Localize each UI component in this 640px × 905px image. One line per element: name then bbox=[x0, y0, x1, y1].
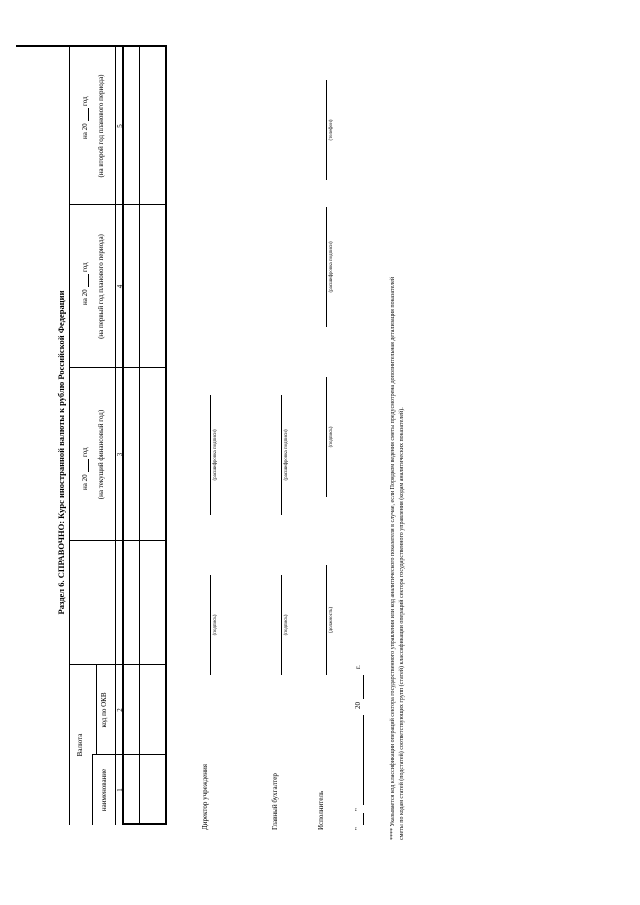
executor-decoding-caption: (расшифровка подписи) bbox=[329, 241, 334, 293]
header-inner-line-okv bbox=[96, 665, 97, 755]
accountant-decoding-caption: (расшифровка подписи) bbox=[284, 429, 289, 481]
col4-year-prefix: на 20 bbox=[81, 289, 89, 305]
header-inner-line-left bbox=[92, 755, 93, 825]
date-quote-open: " bbox=[354, 827, 362, 830]
col-number-2: 2 bbox=[116, 708, 124, 712]
date-year-blank[interactable] bbox=[363, 675, 364, 699]
executor-position-line[interactable] bbox=[326, 565, 327, 675]
date-quote-close: " bbox=[354, 808, 362, 811]
col-divider-6 bbox=[16, 45, 167, 47]
accountant-signature-caption: (подпись) bbox=[284, 614, 289, 636]
col4-note: (на первый год планового периода) bbox=[97, 234, 105, 339]
col3-year-prefix: на 20 bbox=[81, 474, 89, 490]
col-okv-header: код по ОКВ bbox=[100, 692, 108, 728]
executor-label: Исполнитель bbox=[317, 790, 325, 830]
col-number-4: 4 bbox=[116, 284, 124, 289]
col-name-header: наименование bbox=[100, 768, 108, 812]
date-month-blank[interactable] bbox=[363, 715, 364, 805]
table-top-line bbox=[69, 45, 70, 825]
col3-year-blank bbox=[88, 459, 89, 472]
date-year-prefix: 20 bbox=[354, 702, 362, 709]
director-decoding-line[interactable] bbox=[210, 395, 211, 515]
director-signature-caption: (подпись) bbox=[213, 614, 218, 636]
col4-year-blank bbox=[88, 274, 89, 287]
body-row-line bbox=[139, 45, 140, 825]
footnote-line-2: сметы по кодам статей (подстатей) соответствующих групп (статей) классификации операций сектора государственного управления (кодам аналитических показателей). bbox=[399, 407, 405, 840]
col-number-3: 3 bbox=[116, 452, 124, 457]
currency-group-header: Валюта bbox=[76, 733, 84, 757]
executor-signature-caption: (подпись) bbox=[329, 426, 334, 448]
director-signature-line[interactable] bbox=[210, 575, 211, 675]
col-number-1: 1 bbox=[116, 788, 124, 792]
col5-year-suffix: год bbox=[81, 96, 89, 106]
accountant-signature-line[interactable] bbox=[281, 575, 282, 675]
accountant-decoding-line[interactable] bbox=[281, 395, 282, 515]
date-day-blank[interactable] bbox=[363, 813, 364, 825]
col4-year-suffix: год bbox=[81, 262, 89, 272]
body-bottom-line bbox=[165, 45, 167, 825]
section-title: Раздел 6. СПРАВОЧНО: Курс иностранной валюты к рублю Российской Федерации bbox=[56, 290, 66, 615]
date-year-suffix: г. bbox=[354, 665, 362, 669]
director-label: Директор учреждения bbox=[201, 764, 209, 830]
col5-year-prefix: на 20 bbox=[81, 123, 89, 139]
col5-year-blank bbox=[88, 108, 89, 121]
table-left-border bbox=[122, 823, 167, 825]
footnote-line-1: **** Указывается код классификации операций сектора государственного управления или код аналитического показателя в случае, если Порядком ведения сметы предусмотрена дополнительная детализация показателей bbox=[390, 276, 396, 840]
col5-note: (на второй год планового периода) bbox=[97, 74, 105, 178]
executor-phone-line[interactable] bbox=[326, 80, 327, 180]
executor-position-caption: (должность) bbox=[329, 606, 334, 634]
col3-note: (на текущий финансовый год) bbox=[97, 409, 105, 500]
col3-year-suffix: год bbox=[81, 447, 89, 457]
director-decoding-caption: (расшифровка подписи) bbox=[213, 429, 218, 481]
executor-signature-line[interactable] bbox=[326, 377, 327, 497]
executor-phone-caption: (телефон) bbox=[329, 119, 334, 141]
col-number-5: 5 bbox=[116, 124, 124, 128]
accountant-label: Главный бухгалтер bbox=[271, 773, 279, 830]
executor-decoding-line[interactable] bbox=[326, 207, 327, 327]
